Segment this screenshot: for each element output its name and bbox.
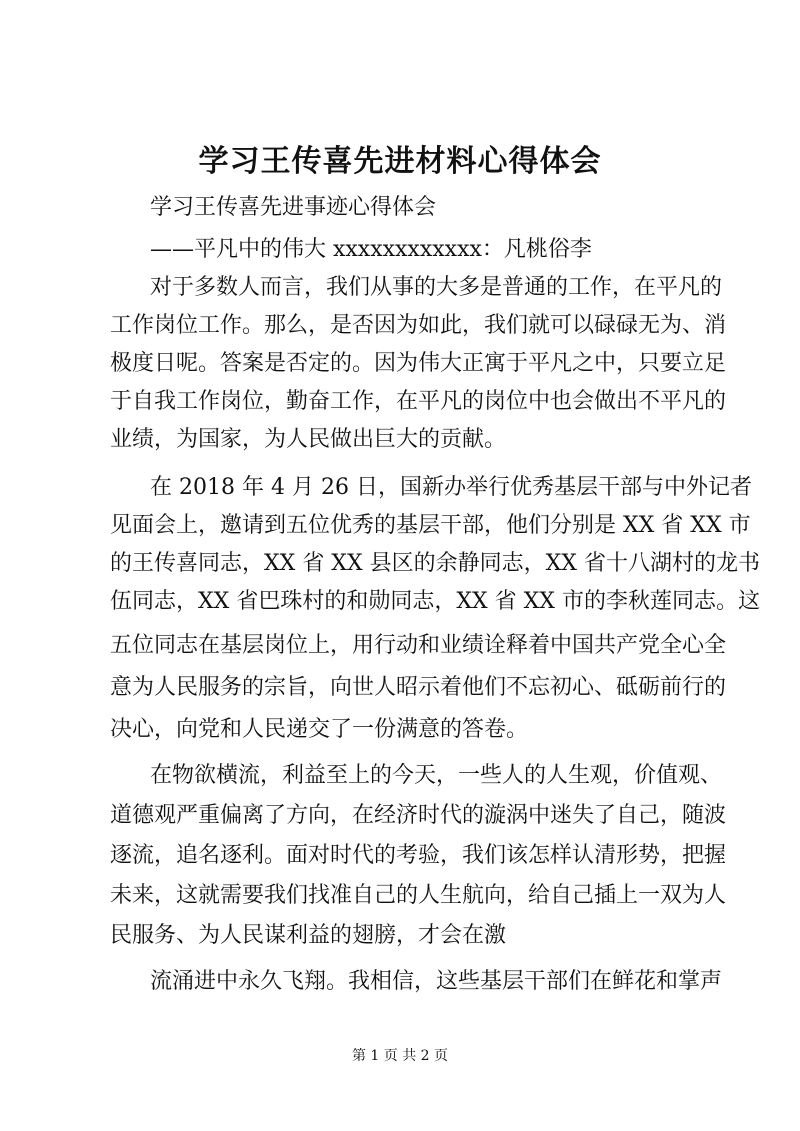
paragraph-3-line-2: 道德观严重偏离了方向，在经济时代的漩涡中迷失了自己，随波 — [110, 803, 727, 828]
document-title: 学习王传喜先进材料心得体会 — [198, 144, 602, 179]
paragraph-2-line-6: 意为人民服务的宗旨，向世人昭示着他们不忘初心、砥砺前行的 — [110, 675, 727, 700]
paragraph-1-line-4: 于自我工作岗位，勤奋工作，在平凡的岗位中也会做出不平凡的 — [110, 389, 727, 414]
subtitle-author-line: ——平凡中的伟大 xxxxxxxxxxxx：凡桃俗李 — [150, 237, 592, 262]
paragraph-3-line-4: 未来，这就需要我们找准自己的人生航向，给自己插上一双为人 — [110, 883, 727, 908]
paragraph-1-line-5: 业绩，为国家，为人民做出巨大的贡献。 — [110, 427, 507, 452]
paragraph-3-line-3: 逐流，追名逐利。面对时代的考验，我们该怎样认清形势，把握 — [110, 843, 727, 868]
page-footer: 第 1 页 共 2 页 — [351, 1048, 449, 1064]
paragraph-1-line-3: 极度日呢。答案是否定的。因为伟大正寓于平凡之中，只要立足 — [110, 351, 727, 376]
paragraph-1-line-1: 对于多数人而言，我们从事的大多是普通的工作，在平凡的 — [150, 275, 723, 300]
paragraph-3-line-5: 民服务、为人民谋利益的翅膀，才会在激 — [110, 923, 507, 948]
paragraph-2-line-1: 在 2018 年 4 月 26 日，国新办举行优秀基层干部与中外记者 — [150, 475, 752, 500]
paragraph-2-line-5: 五位同志在基层岗位上，用行动和业绩诠释着中国共产党全心全 — [110, 633, 727, 658]
paragraph-4-line-1: 流涌进中永久飞翔。我相信，这些基层干部们在鲜花和掌声 — [150, 969, 723, 994]
subtitle-line: 学习王传喜先进事迹心得体会 — [150, 195, 437, 220]
paragraph-2-line-7: 决心，向党和人民递交了一份满意的答卷。 — [110, 717, 529, 742]
paragraph-2-line-4: 伍同志，XX 省巴珠村的和勋同志，XX 省 XX 市的李秋莲同志。这 — [110, 589, 760, 614]
paragraph-2-line-2: 见面会上，邀请到五位优秀的基层干部，他们分别是 XX 省 XX 市 — [110, 513, 751, 538]
paragraph-2-line-3: 的王传喜同志，XX 省 XX 县区的余静同志，XX 省十八湖村的龙书 — [110, 551, 760, 576]
paragraph-1-line-2: 工作岗位工作。那么，是否因为如此，我们就可以碌碌无为、消 — [110, 313, 727, 338]
paragraph-3-line-1: 在物欲横流，利益至上的今天，一些人的人生观，价值观、 — [150, 763, 723, 788]
